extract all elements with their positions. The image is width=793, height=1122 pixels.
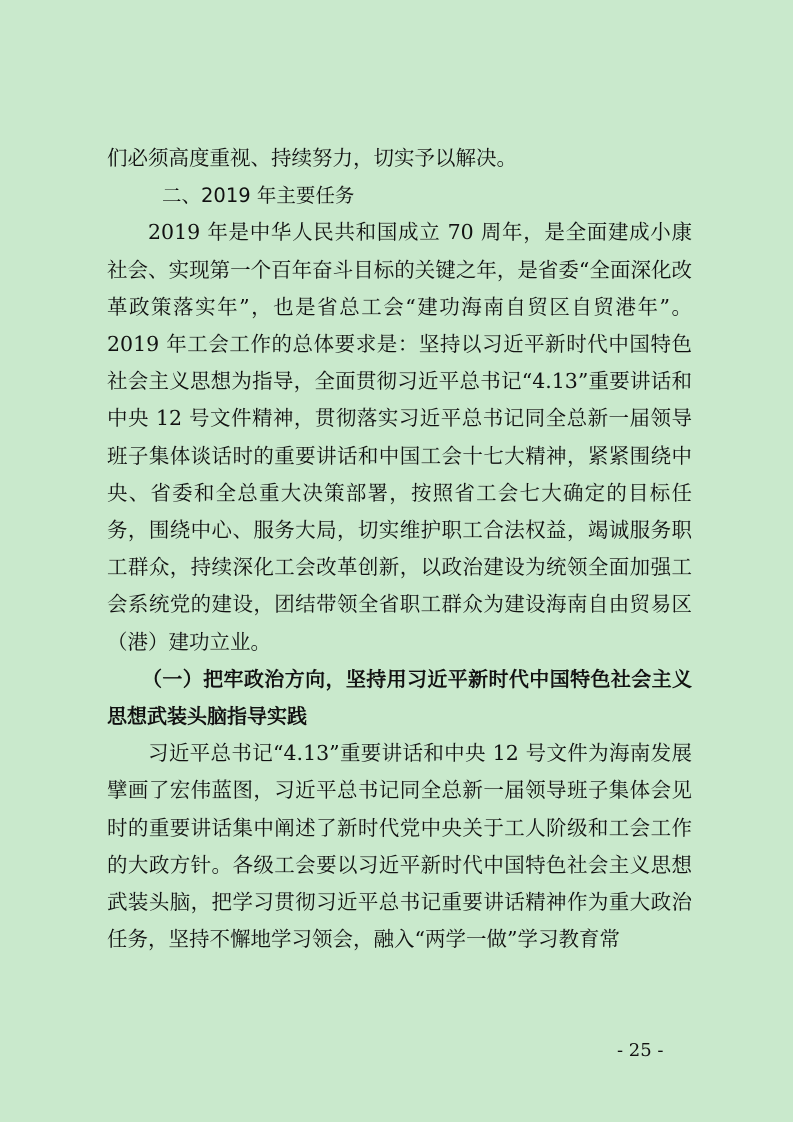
- paragraph-study-speech: 习近平总书记“4.13”重要讲话和中央 12 号文件为海南发展擘画了宏伟蓝图，习近平总书记同全总新一届领导班子集体会见时的重要讲话集中阐述了新时代党中央关于工人阶级和工会工作的大政方针。各级工会要以习近平新时代中国特色社会主义思想武装头脑，把学习贯彻习近平总书记重要讲话精神作为重大政治任务，坚持不懈地学习领会，融入“两学一做”学习教育常: [107, 741, 692, 952]
- page-number: - 25 -: [617, 1040, 664, 1061]
- paragraph-overall-requirements: 2019 年是中华人民共和国成立 70 周年，是全面建成小康社会、实现第一个百年奋斗目标的关键之年，是省委“全面深化改革政策落实年”，也是省总工会“建功海南自贸区自贸港年”。2019 年工会工作的总体要求是：坚持以习近平新时代中国特色社会主义思想为指导，全面贯彻习近平总书记“4.13”重要讲话和中央 12 号文件精神，贯彻落实习近平总书记同全总新一届领导班子集体谈话时的重要讲话和中国工会十七大精神，紧紧围绕中央、省委和全总重大决策部署，按照省工会七大确定的目标任务，围绕中心、服务大局，切实维护职工合法权益，竭诚服务职工群众，持续深化工会改革创新，以政治建设为统领全面加强工会系统党的建设，团结带领全省职工群众为建设海南自由贸易区（港）建功立业。: [107, 220, 692, 654]
- subsection-heading-political-direction: （一）把牢政治方向，坚持用习近平新时代中国特色社会主义思想武装头脑指导实践: [107, 666, 692, 729]
- section-heading-2019-tasks: 二、2019 年主要任务: [162, 184, 355, 208]
- document-body: [107, 140, 692, 958]
- paragraph-continuation: 们必须高度重视、持续努力，切实予以解决。: [107, 146, 517, 170]
